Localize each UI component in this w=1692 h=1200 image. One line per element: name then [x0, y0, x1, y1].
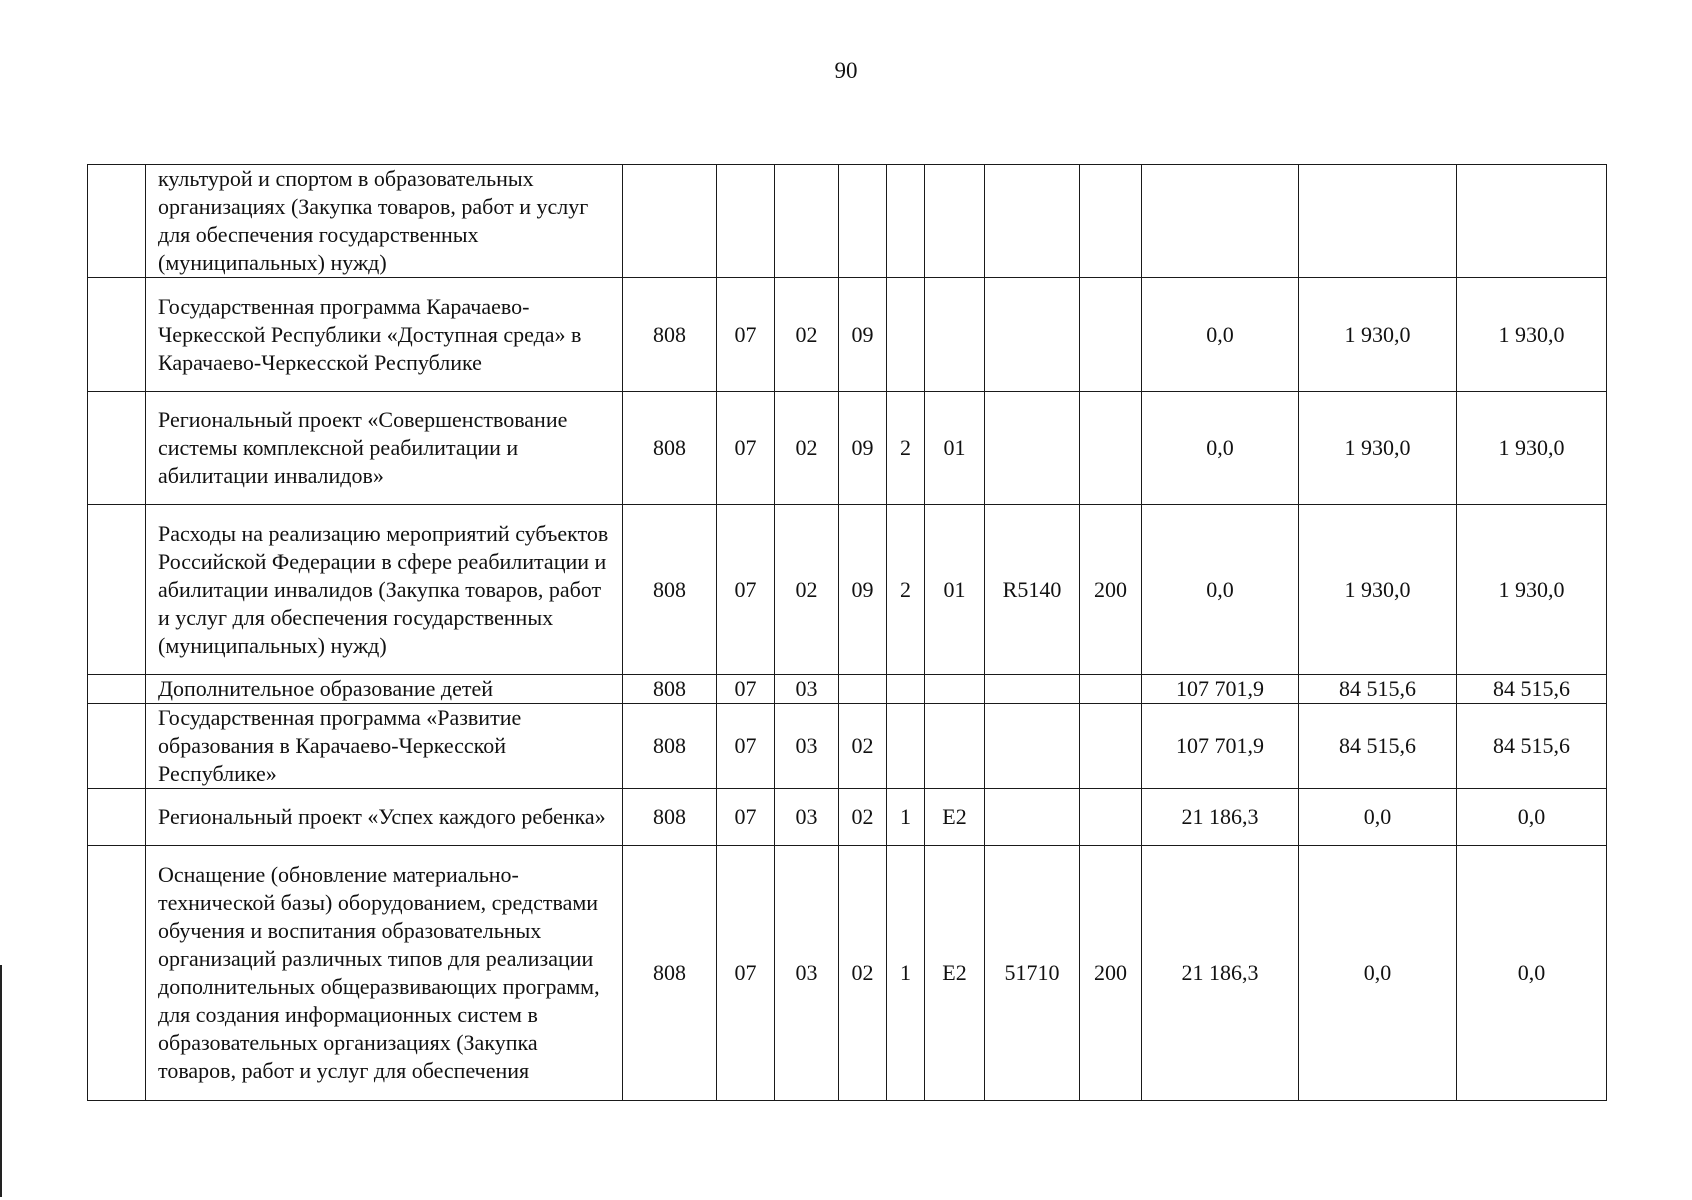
amount-3-cell: 1 930,0	[1457, 392, 1607, 505]
target-main-code-cell: 01	[925, 505, 985, 675]
department-code-cell: 808	[623, 675, 717, 704]
amount-1-cell: 0,0	[1142, 392, 1299, 505]
amount-2-cell: 1 930,0	[1299, 392, 1457, 505]
expense-type-code-cell	[1080, 278, 1142, 392]
table-row	[88, 704, 1607, 789]
row-name-cell: Региональный проект «Совершенствование системы комплексной реабилитации и абилитации инвалидов»	[146, 392, 623, 505]
amount-2-cell: 84 515,6	[1299, 675, 1457, 704]
target-direction-code-cell	[985, 675, 1080, 704]
scan-margin-line	[0, 965, 2, 1197]
amount-3-cell: 1 930,0	[1457, 505, 1607, 675]
row-number-cell	[88, 165, 146, 278]
target-program-code-cell	[839, 165, 887, 278]
row-number-cell	[88, 392, 146, 505]
amount-2-cell	[1299, 165, 1457, 278]
row-name-cell: Расходы на реализацию мероприятий субъектов Российской Федерации в сфере реабилитации и абилитации инвалидов (Закупка товаров, работ и услуг для обеспечения государственных (муниципальных) нужд)	[146, 505, 623, 675]
table-row	[88, 165, 1607, 278]
target-type-code-cell: 1	[887, 846, 925, 1101]
row-number-cell	[88, 505, 146, 675]
department-code-cell: 808	[623, 704, 717, 789]
target-main-code-cell	[925, 165, 985, 278]
section-code-cell: 07	[717, 278, 775, 392]
row-name-cell: Оснащение (обновление материально-технической базы) оборудованием, средствами обучения и воспитания образовательных организаций различных типов для реализации дополнительных общеразвивающих программ, для создания информационных систем в образовательных организациях (Закупка товаров, работ и услуг для обеспечения	[146, 846, 623, 1101]
row-number-cell	[88, 675, 146, 704]
target-main-code-cell: E2	[925, 846, 985, 1101]
budget-table	[87, 164, 1607, 1101]
amount-2-cell: 0,0	[1299, 846, 1457, 1101]
department-code-cell: 808	[623, 505, 717, 675]
target-type-code-cell	[887, 675, 925, 704]
amount-1-cell: 0,0	[1142, 505, 1299, 675]
table-row	[88, 789, 1607, 846]
subsection-code-cell: 03	[775, 789, 839, 846]
expense-type-code-cell	[1080, 704, 1142, 789]
target-main-code-cell: 01	[925, 392, 985, 505]
table-row	[88, 675, 1607, 704]
amount-2-cell: 0,0	[1299, 789, 1457, 846]
target-program-code-cell: 02	[839, 704, 887, 789]
row-number-cell	[88, 278, 146, 392]
department-code-cell: 808	[623, 392, 717, 505]
subsection-code-cell: 02	[775, 392, 839, 505]
section-code-cell	[717, 165, 775, 278]
target-program-code-cell: 09	[839, 392, 887, 505]
department-code-cell: 808	[623, 789, 717, 846]
target-program-code-cell: 09	[839, 278, 887, 392]
row-number-cell	[88, 704, 146, 789]
target-type-code-cell: 2	[887, 392, 925, 505]
expense-type-code-cell	[1080, 789, 1142, 846]
amount-1-cell: 107 701,9	[1142, 675, 1299, 704]
amount-3-cell: 0,0	[1457, 789, 1607, 846]
section-code-cell: 07	[717, 704, 775, 789]
section-code-cell: 07	[717, 846, 775, 1101]
expense-type-code-cell: 200	[1080, 846, 1142, 1101]
target-type-code-cell: 2	[887, 505, 925, 675]
table-row	[88, 278, 1607, 392]
subsection-code-cell: 02	[775, 505, 839, 675]
subsection-code-cell	[775, 165, 839, 278]
target-program-code-cell: 02	[839, 846, 887, 1101]
target-type-code-cell	[887, 278, 925, 392]
section-code-cell: 07	[717, 789, 775, 846]
expense-type-code-cell	[1080, 392, 1142, 505]
row-name-cell: Государственная программа «Развитие образования в Карачаево-Черкесской Республике»	[146, 704, 623, 789]
department-code-cell: 808	[623, 846, 717, 1101]
row-name-cell: культурой и спортом в образовательных организациях (Закупка товаров, работ и услуг для обеспечения государственных (муниципальных) нужд)	[146, 165, 623, 278]
row-number-cell	[88, 789, 146, 846]
subsection-code-cell: 03	[775, 704, 839, 789]
section-code-cell: 07	[717, 392, 775, 505]
target-type-code-cell: 1	[887, 789, 925, 846]
table-row	[88, 505, 1607, 675]
target-main-code-cell: E2	[925, 789, 985, 846]
amount-1-cell: 21 186,3	[1142, 846, 1299, 1101]
amount-2-cell: 1 930,0	[1299, 278, 1457, 392]
target-direction-code-cell	[985, 789, 1080, 846]
target-type-code-cell	[887, 704, 925, 789]
subsection-code-cell: 02	[775, 278, 839, 392]
target-main-code-cell	[925, 278, 985, 392]
target-program-code-cell: 09	[839, 505, 887, 675]
subsection-code-cell: 03	[775, 675, 839, 704]
table-body	[88, 165, 1607, 1101]
table-row	[88, 846, 1607, 1101]
expense-type-code-cell: 200	[1080, 505, 1142, 675]
row-name-cell: Дополнительное образование детей	[146, 675, 623, 704]
target-type-code-cell	[887, 165, 925, 278]
target-direction-code-cell: R5140	[985, 505, 1080, 675]
row-number-cell	[88, 846, 146, 1101]
amount-1-cell: 21 186,3	[1142, 789, 1299, 846]
department-code-cell: 808	[623, 278, 717, 392]
amount-1-cell: 0,0	[1142, 278, 1299, 392]
target-main-code-cell	[925, 704, 985, 789]
table-row	[88, 392, 1607, 505]
target-direction-code-cell: 51710	[985, 846, 1080, 1101]
target-direction-code-cell	[985, 392, 1080, 505]
target-direction-code-cell	[985, 704, 1080, 789]
target-program-code-cell: 02	[839, 789, 887, 846]
page-number: 90	[834, 58, 858, 83]
amount-1-cell: 107 701,9	[1142, 704, 1299, 789]
target-main-code-cell	[925, 675, 985, 704]
row-name-cell: Региональный проект «Успех каждого ребенка»	[146, 789, 623, 846]
amount-3-cell: 0,0	[1457, 846, 1607, 1101]
section-code-cell: 07	[717, 675, 775, 704]
department-code-cell	[623, 165, 717, 278]
amount-3-cell	[1457, 165, 1607, 278]
amount-2-cell: 84 515,6	[1299, 704, 1457, 789]
amount-2-cell: 1 930,0	[1299, 505, 1457, 675]
row-name-cell: Государственная программа Карачаево-Черкесской Республики «Доступная среда» в Карачаево-Черкесской Республике	[146, 278, 623, 392]
expense-type-code-cell	[1080, 165, 1142, 278]
subsection-code-cell: 03	[775, 846, 839, 1101]
amount-1-cell	[1142, 165, 1299, 278]
expense-type-code-cell	[1080, 675, 1142, 704]
amount-3-cell: 1 930,0	[1457, 278, 1607, 392]
section-code-cell: 07	[717, 505, 775, 675]
target-direction-code-cell	[985, 278, 1080, 392]
target-direction-code-cell	[985, 165, 1080, 278]
amount-3-cell: 84 515,6	[1457, 704, 1607, 789]
amount-3-cell: 84 515,6	[1457, 675, 1607, 704]
target-program-code-cell	[839, 675, 887, 704]
